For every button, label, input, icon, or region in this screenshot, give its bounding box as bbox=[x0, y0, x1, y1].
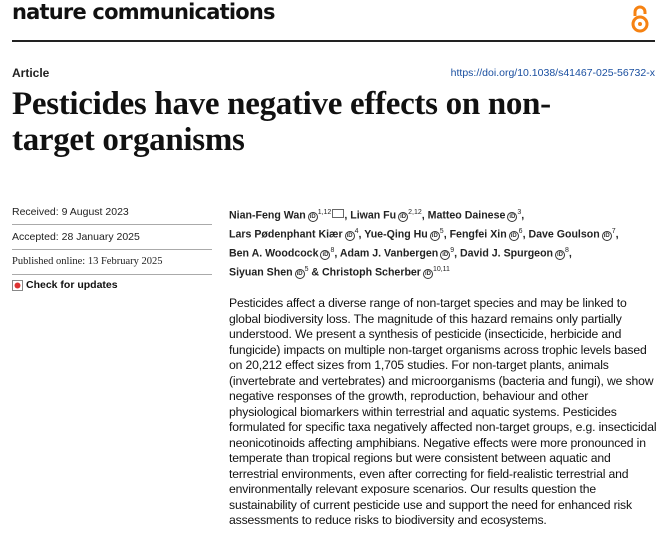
orcid-icon[interactable]: iD bbox=[442, 251, 449, 258]
orcid-icon[interactable]: iD bbox=[557, 251, 564, 258]
header-divider bbox=[12, 40, 655, 42]
email-icon[interactable] bbox=[332, 209, 344, 218]
author-name[interactable]: Liwan Fu bbox=[350, 209, 397, 222]
published-date: Published online: 13 February 2025 bbox=[12, 256, 163, 267]
affiliation-number[interactable]: 3 bbox=[517, 209, 522, 216]
affiliation-number[interactable]: 8 bbox=[330, 247, 335, 255]
author-line: Ben A. Woodcock $iD^8$, Adam J. Vanbergen $iD^9$, David J. Spurgeon $iD^8$, bbox=[229, 247, 572, 260]
received-date: Received: 9 August 2023 bbox=[12, 206, 129, 218]
author-name[interactable]: Adam J. Vanbergen bbox=[339, 247, 439, 260]
article-type: Article bbox=[12, 66, 50, 80]
abstract: Pesticides affect a diverse range of non-target species and may be linked to global biodiversity loss. The magnitude of this hazard remains only partially understood. We present a synthesis of pesticide (insecticide, herbicide and fungicide) impacts on multiple non-target organisms across trophic levels based on 20,212 effect sizes from 1,705 studies. For non-target plants, animals (invertebrate and vertebrates) and microorganisms (bacteria and fungi), we show negative responses of the growth, reproduction, behaviour and other physiological biomarkers within terrestrial and aquatic systems. Pesticides formulated for specific taxa negatively affected non-target groups, e.g. insecticidal neonicotinoids affecting amphibians. Negative effects were more pronounced in temperate than tropical regions but were consistent between aquatic and terrestrial environments, even after correcting for field-realistic terrestrial and environmentally relevant exposure scenarios. Our results question the sustainability of current pesticide use and support the need for enhanced risk assessments to reduce risks to biodiversity and ecosystems. bbox=[229, 296, 657, 527]
check-for-updates-button[interactable] bbox=[12, 279, 118, 291]
orcid-icon[interactable]: iD bbox=[510, 232, 517, 239]
orcid-icon[interactable]: iD bbox=[309, 213, 316, 220]
orcid-icon[interactable]: iD bbox=[400, 213, 407, 220]
affiliation-number[interactable]: 5 bbox=[304, 266, 309, 274]
author-list bbox=[229, 205, 655, 281]
affiliation-number[interactable]: 7 bbox=[611, 228, 616, 236]
orcid-icon[interactable]: iD bbox=[424, 270, 431, 277]
meta-divider bbox=[12, 249, 212, 250]
orcid-icon[interactable]: iD bbox=[509, 213, 516, 220]
check-updates-icon bbox=[12, 280, 23, 291]
author-name[interactable]: Lars Pødenphant Kiær bbox=[229, 228, 343, 241]
orcid-icon[interactable]: iD bbox=[346, 232, 353, 239]
meta-divider bbox=[12, 224, 212, 225]
affiliation-number[interactable]: 4 bbox=[354, 228, 359, 236]
author-name[interactable]: Christoph Scherber bbox=[322, 266, 421, 279]
author-line: Siyuan Shen $iD^5$ & Christoph Scherber iD$^{10,11}$ bbox=[229, 266, 450, 279]
author-name[interactable]: Fengfei Xin bbox=[449, 228, 507, 241]
author-name[interactable]: David J. Spurgeon bbox=[460, 247, 554, 260]
meta-divider bbox=[12, 274, 212, 275]
journal-title[interactable]: nature communications bbox=[12, 0, 275, 24]
orcid-icon[interactable]: iD bbox=[603, 232, 610, 239]
affiliation-number[interactable]: 5 bbox=[439, 228, 444, 236]
orcid-icon[interactable]: iD bbox=[322, 251, 329, 258]
affiliation-number[interactable]: 6 bbox=[518, 228, 523, 236]
author-name[interactable]: Matteo Dainese bbox=[427, 209, 506, 222]
accepted-date: Accepted: 28 January 2025 bbox=[12, 231, 140, 243]
author-name[interactable]: Ben A. Woodcock bbox=[229, 247, 319, 260]
affiliation-number[interactable]: 9 bbox=[450, 247, 455, 255]
orcid-icon[interactable]: iD bbox=[431, 232, 438, 239]
author-line: Lars Pødenphant Kiær $iD^4$, Yue-Qing Hu $iD^5$, Fengfei Xin $iD^6$, Dave Goulson $iD^7$, bbox=[229, 228, 619, 241]
author-line: Nian-Feng Wan iD$^{1,12}$ , Liwan Fu iD$^{2,12}$, Matteo Dainese $iD^3$, bbox=[229, 209, 525, 222]
check-updates-label: Check for updates bbox=[26, 279, 118, 291]
article-title: Pesticides have negative effects on non-target organisms bbox=[12, 86, 551, 158]
affiliation-number[interactable]: 1,12 bbox=[317, 209, 332, 216]
affiliation-number[interactable]: 2,12 bbox=[408, 209, 422, 216]
doi-link[interactable]: https://doi.org/10.1038/s41467-025-56732-x bbox=[450, 67, 655, 79]
author-name[interactable]: Nian-Feng Wan bbox=[229, 209, 306, 222]
author-name[interactable]: Siyuan Shen bbox=[229, 266, 293, 279]
orcid-icon[interactable]: iD bbox=[296, 270, 303, 277]
author-name[interactable]: Yue-Qing Hu bbox=[364, 228, 428, 241]
affiliation-number[interactable]: 8 bbox=[565, 247, 569, 255]
affiliation-number[interactable]: 10,11 bbox=[432, 266, 450, 274]
open-access-icon[interactable] bbox=[630, 4, 650, 34]
author-name[interactable]: Dave Goulson bbox=[528, 228, 600, 241]
